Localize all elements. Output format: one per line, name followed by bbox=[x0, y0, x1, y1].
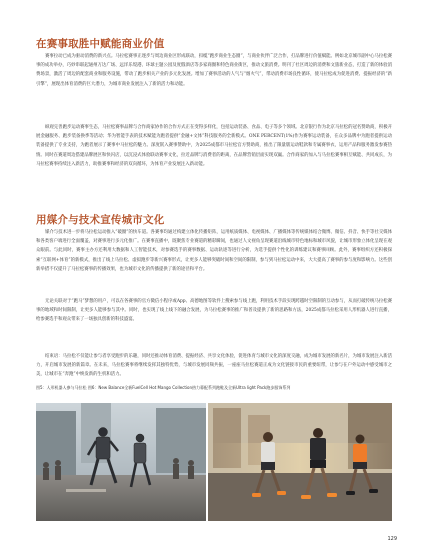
section-heading-media-technology: 用媒介与技术宣传城市文化 bbox=[36, 214, 165, 226]
paragraph-conclusion: 结束语：马拉松不仅能让参与者享受跑步的乐趣，同时还推动体育消费、提振经济、共享文化体验，促进体育与城市文化的深度交融，成为城市发展的新名片，为城市发展注入新活力，开启城市发展的新篇章。在未来，马拉松赛事将继续发挥其独特优势，与城市发展同频共振，一座座马拉松赛道正成为文化链接市民的重要纽带，让参与在户外运动中感受城市之美，让城市在“奔跑”中焕发新的生机和活力。 bbox=[36, 354, 392, 378]
robot-runner-photo bbox=[36, 403, 206, 521]
page-number: 129 bbox=[387, 536, 397, 542]
figure-caption: 图5：人形机器人参与马拉松 图6：New Balance全新FuelCell Hot Mango Collection热力幕配系列跑鞋及全新Ultra light Pack跑步服饰系列 bbox=[36, 385, 291, 390]
marathon-photo bbox=[36, 403, 392, 521]
section-heading-commercial-value: 在赛事取胜中赋能商业价值 bbox=[36, 38, 165, 50]
paragraph: 纵观完善跑步运动赛事生态，马拉松赛事品牌与合作商家协作的合作方式正在变得多样化，包括运动装备、食品、电子等多个领域。北京银行作为北京马拉松的冠名赞助商，积极开展金融服务、跑步装备换季等活动；华为智能手表的技术赋能为跑者提供“金融+文体”科技服务的全新模式。ONE PERCENT(1%)作为赛事运动装备，在众多品牌中为跑者提供运动装备提供了专业支持，为跑者展示了赛事中马拉松的魅力。深度嵌入赛事赞助中，为2025成都市马拉松官方赞助商，推出了限量版运动鞋款和专属赛事衣，运用产品和服务激发参赛热情。同时在赛道周边搭建品牌展区和快闪店，以沉浸式体验联动赛事文化，拉近品牌与消费者的距离，在品牌营销层面实现双赢。合作商家的加入与马拉松赛事相互赋能、共同成长，为马拉松赛事持续注入新活力，助推赛事和经济的双向循环，为体育产业发展注入新动能。 bbox=[36, 125, 392, 167]
runners-city-photo bbox=[208, 403, 392, 521]
paragraph: 赛事拉动已成为驱动消费的新兴点。马拉松赛事正逐步与周边商业区形成联动，扣缆“跑步商业生态圈”，与商业伙伴广泛合作，打品牌进行价值赋能。例如北京城市副中心马拉松赛事的成功举办，巧妙串联起通州万达广场、远洋乐堤港、环球主题公园及度假酒店等多家商圈和特色商业街区，推动文旅消费。明刊了社区周边的消费和文旅新业态，打造了新的体验消费场景，激活了周边的配套商业和服务设施，带动了跑步相关产业的多元化发展。增加了赛事活动的人气与“烟火气”，带动消费市场良性循环，使马拉松成为促进消费、提振经济的“新引擎”，展现出体育消费的巨大潜力，为城市商业发展注入了新的活力和动能。 bbox=[36, 54, 392, 87]
paragraph: 无论关联对于“跑马”梦想的用户，可以在各赛事的官方微信小程序或App、高德地图等软件上搜索参与线上跑，利用技术手段实现跨越时空限制的互动参与，从而打破传统马拉松赛事的地域和时间限制，让更多人能够参与其中。同时，也实现了线上线下的融合发展，为马拉松赛事的推广和普及提供了新的思路和方法，2025成都马拉松采用人形机器人进行直播，给参赛选手和观众带来了一场独具创新的科技盛宴。 bbox=[36, 299, 392, 323]
paragraph: 媒介与技术进一步将马拉松运动推入“破圈”的快车道。各赛事均通过构建立体化传播矩阵，运用纸质媒体、电视媒体、广播媒体等传统媒体结合微博、微信、抖音、快手等社交媒体和各类客户端进行全面覆盖，对赛事进行多元化推广。在赛事直播中，既聚焦专业赛道的精彩瞬间，也通过人文视角呈现赛道沿线城市特色地标和城市风貌，让城市形象立体化呈现在观众眼前。与此同时，赛事主办方还利用大数据和人工智能技术，对参赛选手的赛事数据、运动轨迹等进行分析，为选手提供个性化的训练建议和赛事回顾。此外，赛事组织方还积极探索“互联网+体育”的新模式，推出了线上马拉松、虚拟跑步等新兴赛事形式，让更多人能够突破时间和空间的限制，参与到马拉松运动中来，大大提高了赛事的参与度和影响力。这些创新举措不仅提升了马拉松赛事的传播效果，也为城市文化的传播提供了新的途径和平台。 bbox=[36, 230, 392, 272]
